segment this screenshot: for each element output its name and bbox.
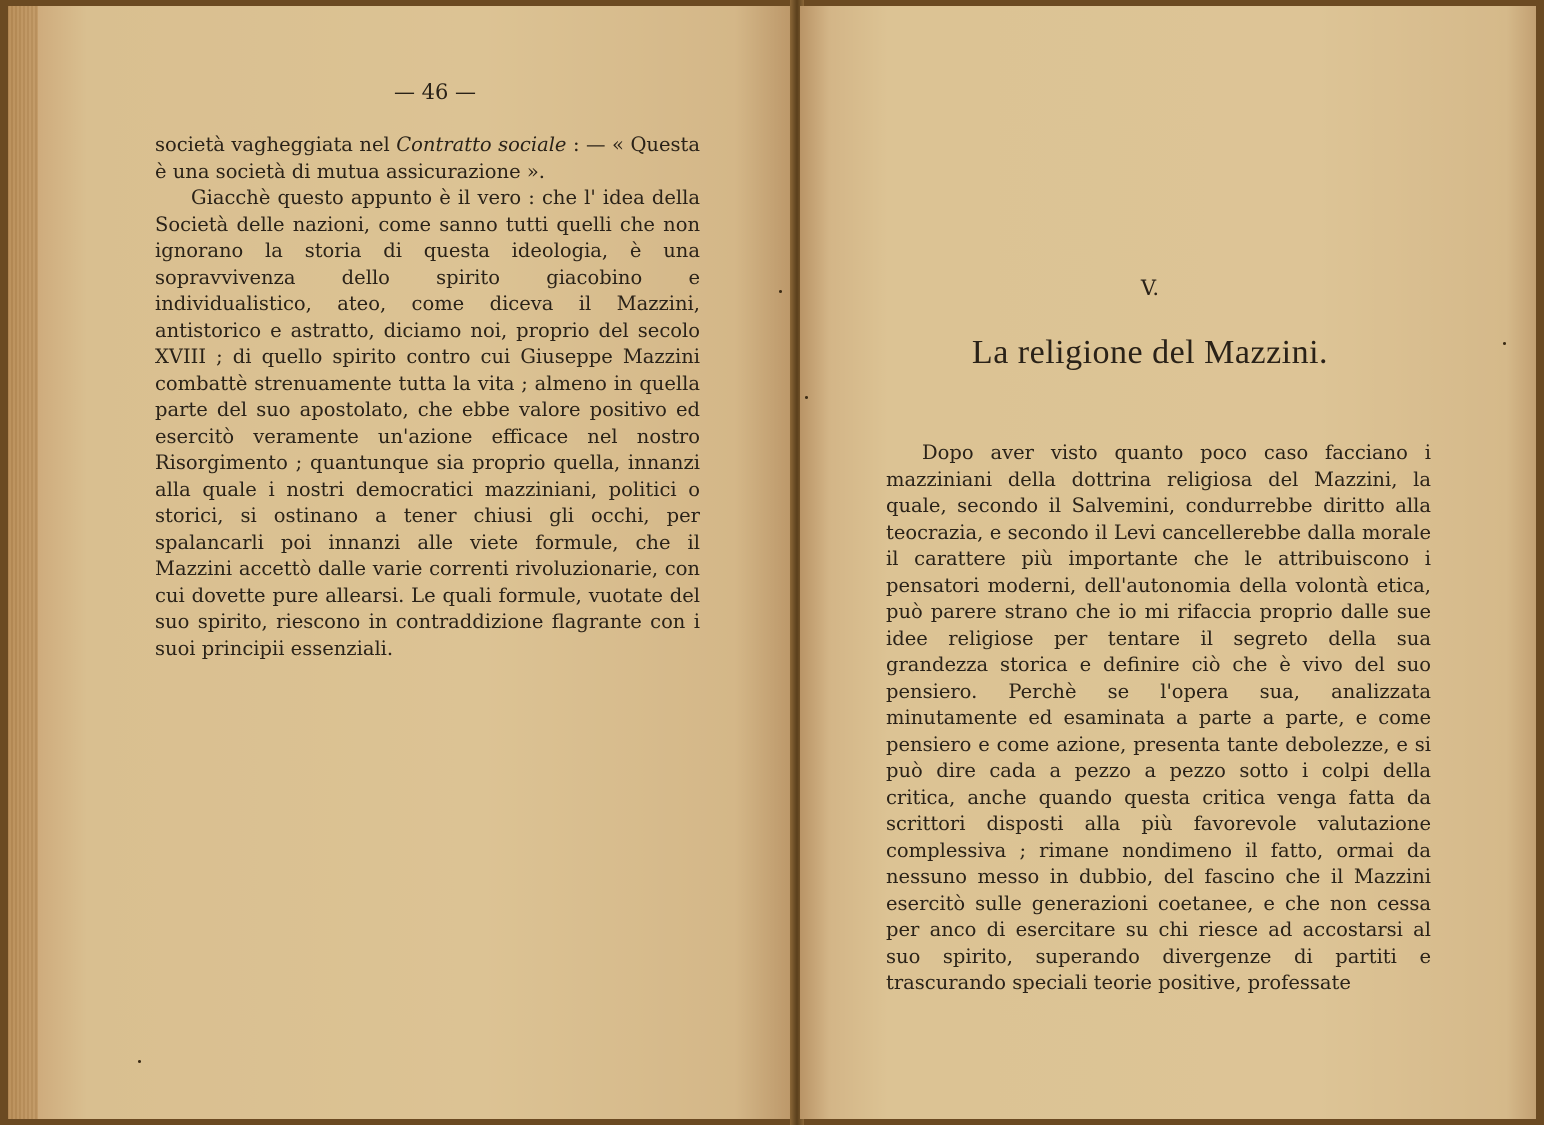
- paragraph-text: : — « Questa è una società di mutua assicurazione ».: [155, 133, 700, 183]
- paragraph-continuation: [155, 132, 700, 185]
- page-number: — 46 —: [393, 80, 477, 104]
- page-speck: [805, 396, 808, 399]
- paragraph: Giacchè questo appunto è il vero : che l' idea della Società delle nazioni, come sanno tutti quelli che non ignorano la storia di questa ideologia, è una sopravvivenza dello spirito giacobino e individualistico, ateo, come diceva il Mazzini, antistorico e astratto, diciamo noi, proprio del secolo XVIII ; di quello spirito contro cui Giuseppe Mazzini combattè strenuamente tutta la vita ; almeno in quella parte del suo apostolato, che ebbe valore positivo ed esercitò veramente un'azione efficace nel nostro Risorgimento ; quantunque sia proprio quella, innanzi alla quale i nostri democratici mazziniani, politici o storici, si ostinano a tener chiusi gli occhi, per spalancarli poi innanzi alle viete formule, che il Mazzini accettò dalle varie correnti rivoluzionarie, con cui dovette pure allearsi. Le quali formule, vuotate del suo spirito, riescono in contraddizione flagrante con i suoi principii essenziali.: [155, 186, 700, 660]
- page-speck: [1503, 342, 1506, 345]
- paragraph-text: società vagheggiata nel: [155, 133, 397, 156]
- chapter-title: La religione del Mazzini.: [971, 334, 1329, 371]
- page-edge: [8, 6, 38, 1119]
- page-speck: [779, 290, 782, 293]
- italic-title: Contratto sociale: [396, 133, 567, 156]
- left-page-body: [155, 132, 700, 662]
- page-speck: [138, 1060, 141, 1063]
- chapter-number: V.: [1140, 276, 1160, 300]
- right-page-body: [886, 440, 1431, 997]
- paragraph: Dopo aver visto quanto poco caso facciano i mazziniani della dottrina religiosa del Mazzini, la quale, secondo il Salvemini, condurrebbe diritto alla teocrazia, e secondo il Levi cancellerebbe dalla morale il carattere più importante che le attribuiscono i pensatori moderni, dell'autonomia della volontà etica, può parere strano che io mi rifaccia proprio dalle sue idee religiose per tentare il segreto della sua grandezza storica e definire ciò che è vivo del suo pensiero. Perchè se l'opera sua, analizzata minutamente ed esaminata a parte a parte, e come pensiero e come azione, presenta tante debolezze, e si può dire cada a pezzo a pezzo sotto i colpi della critica, anche quando questa critica venga fatta da scrittori disposti alla più favorevole valutazione complessiva ; rimane nondimeno il fatto, ormai da nessuno messo in dubbio, del fascino che il Mazzini esercitò sulle generazioni coetanee, e che non cessa per anco di esercitare su chi riesce ad accostarsi al suo spirito, superando divergenze di partiti e trascurando speciali teorie positive, professate: [886, 441, 1431, 994]
